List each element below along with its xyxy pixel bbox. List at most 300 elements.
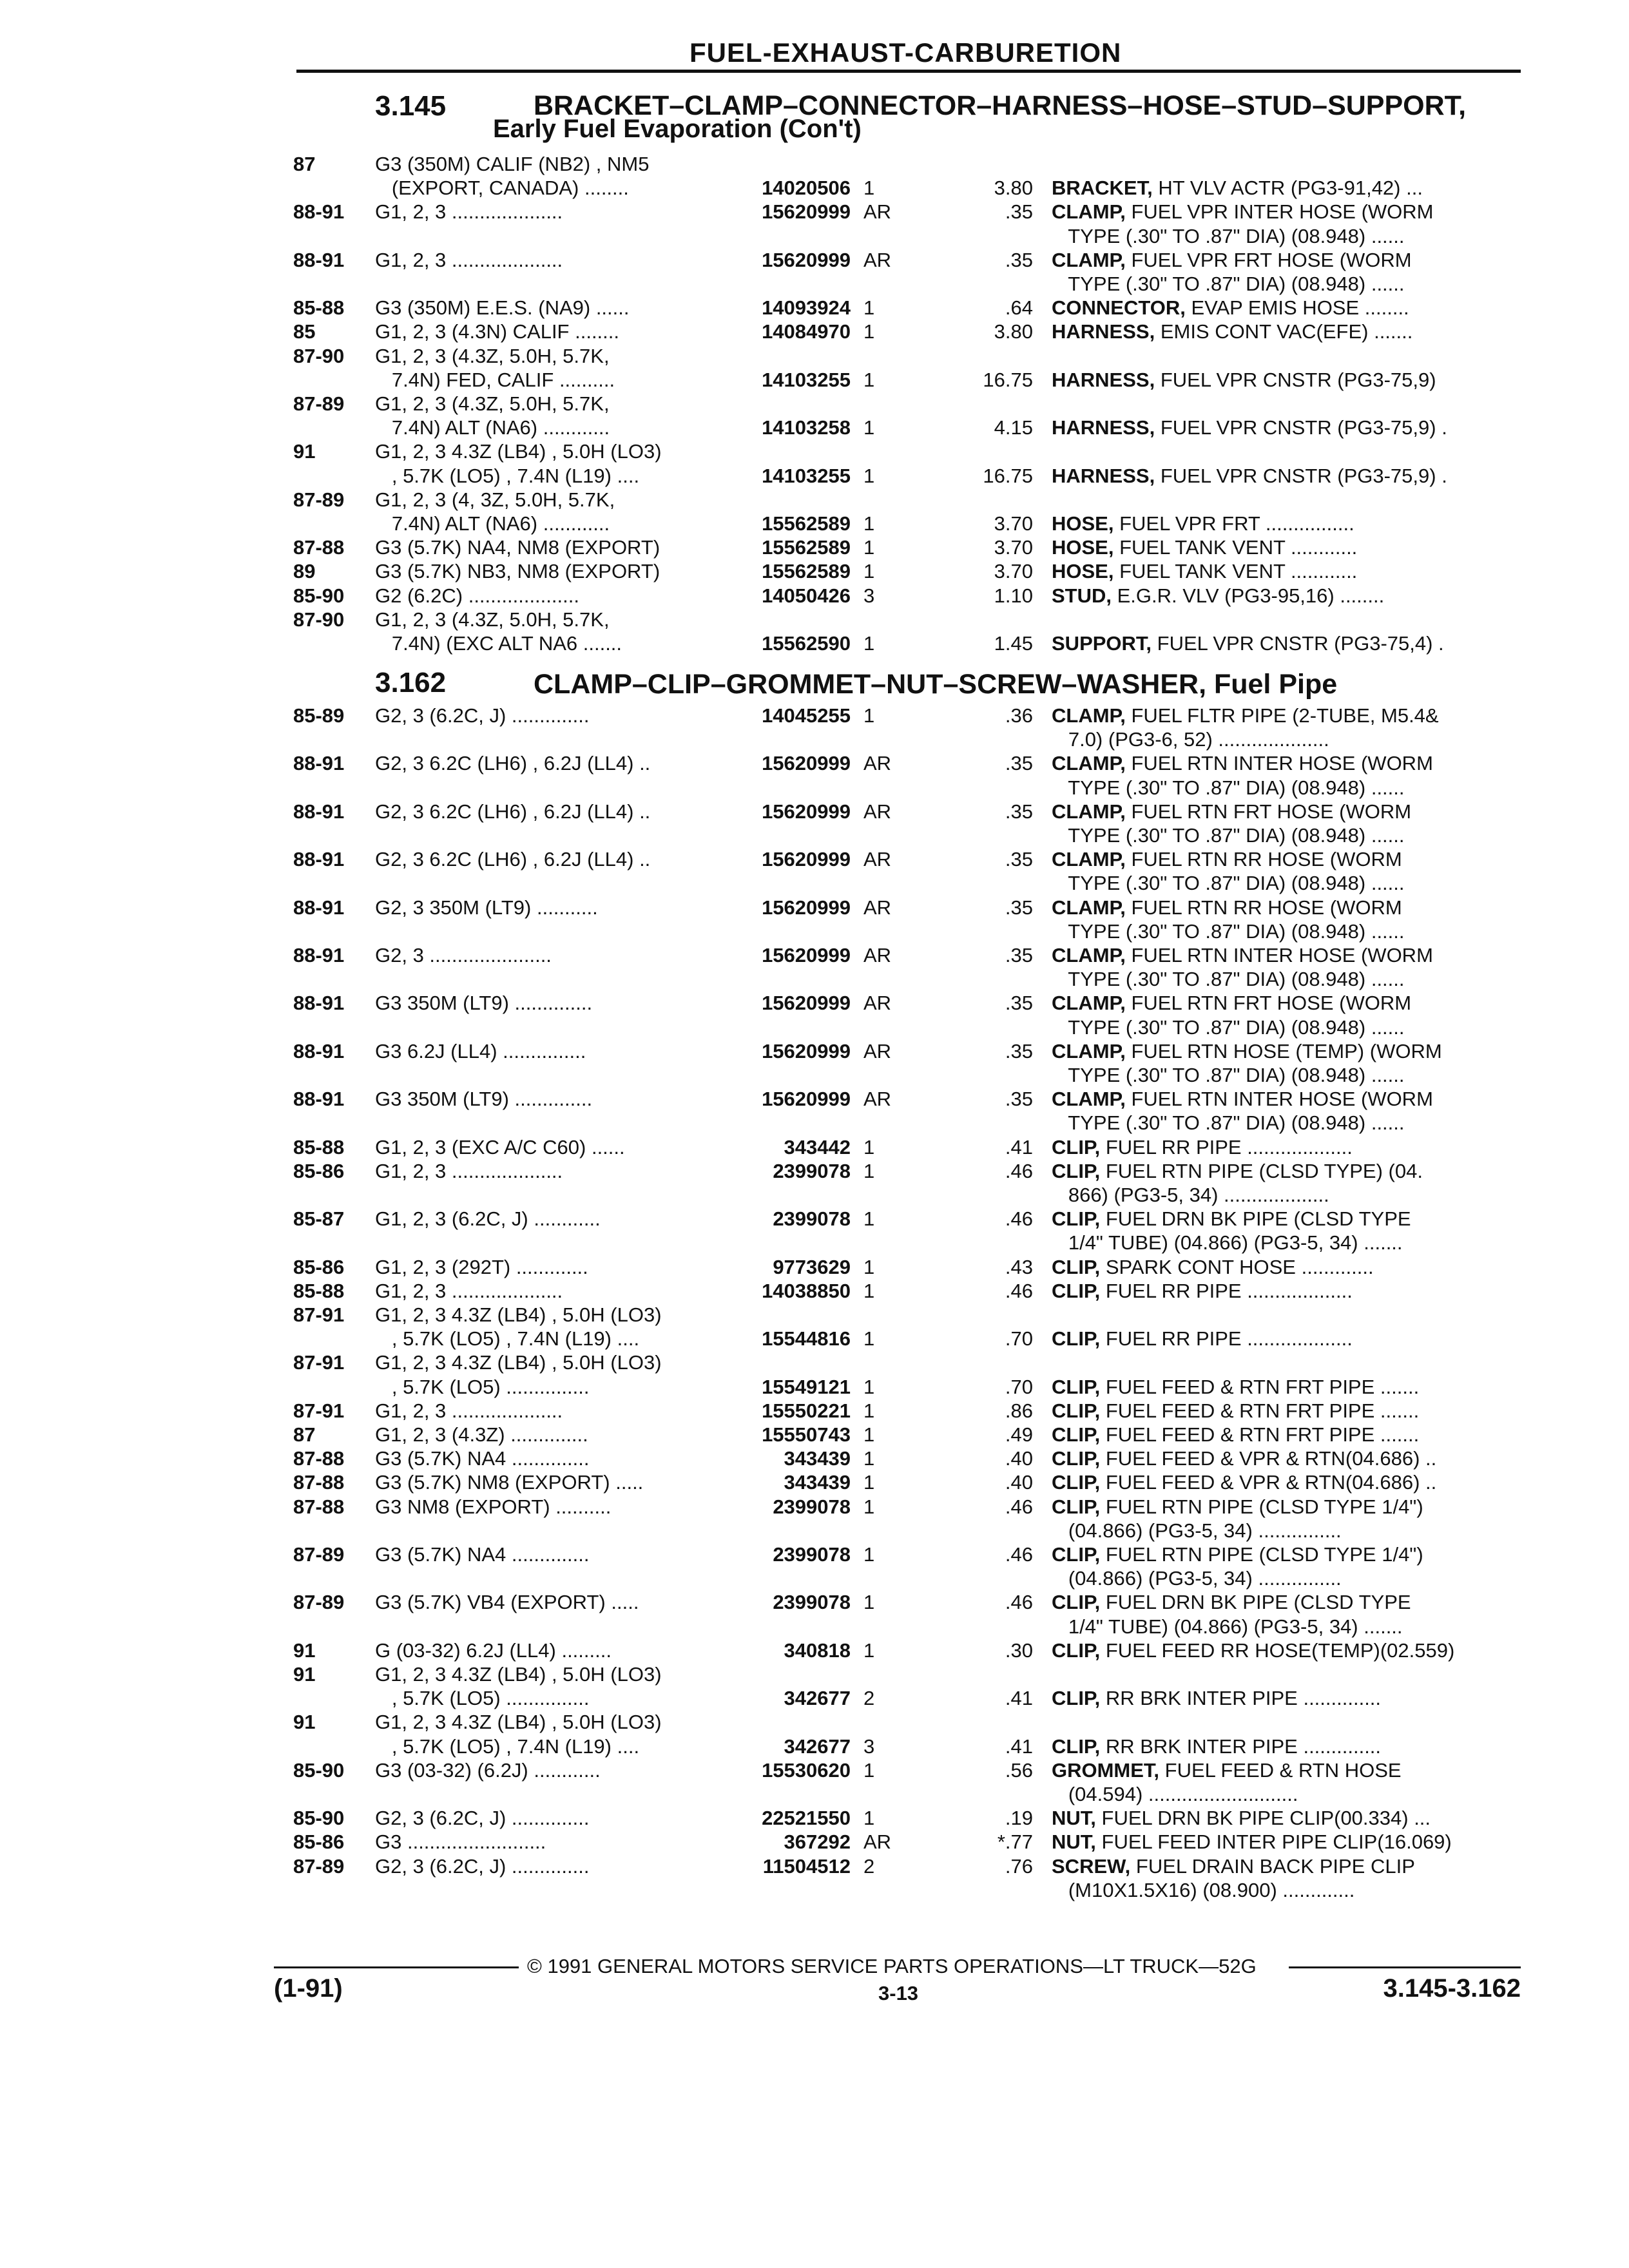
model-year: 87-90	[293, 344, 345, 367]
model-year: 85-90	[293, 584, 345, 607]
part-number: 15620999	[762, 248, 851, 271]
quantity: 1	[863, 1423, 875, 1446]
description	[1052, 177, 1516, 200]
footer-section-range: 3.145-3.162	[1383, 1974, 1521, 2003]
description	[1052, 296, 1516, 320]
part-number: 340818	[784, 1639, 851, 1662]
description	[1052, 512, 1516, 535]
description	[1052, 1831, 1516, 1854]
part-detail: FUEL RTN FRT HOSE (WORM	[1125, 800, 1412, 823]
model-year: 85-88	[293, 296, 345, 320]
part-name: SCREW,	[1052, 1854, 1131, 1878]
part-name: CLAMP,	[1052, 800, 1126, 823]
model-year: 87-91	[293, 1303, 345, 1326]
model-year: 85-86	[293, 1159, 345, 1182]
part-detail: FUEL FEED & VPR & RTN(04.686) ..	[1100, 1471, 1437, 1494]
application: G1, 2, 3 ....................	[375, 200, 563, 224]
application: G3 NM8 (EXPORT) ..........	[375, 1495, 612, 1518]
part-number: 15620999	[762, 848, 851, 871]
description	[1052, 1759, 1516, 1782]
part-number: 14050426	[762, 584, 851, 607]
part-name: CLIP,	[1052, 1423, 1101, 1446]
model-year: 87	[293, 1423, 316, 1446]
description	[1052, 1495, 1516, 1519]
quantity: 1	[863, 1399, 875, 1422]
part-number: 11504512	[762, 1854, 851, 1878]
part-detail: FUEL RR PIPE ...................	[1100, 1279, 1353, 1302]
application: G2, 3 (6.2C, J) ..............	[375, 1807, 590, 1830]
part-name: HOSE,	[1052, 536, 1114, 559]
description	[1052, 1687, 1516, 1710]
description	[1052, 776, 1516, 800]
price: .56	[1005, 1758, 1033, 1782]
application: (EXPORT, CANADA) ........	[375, 177, 629, 200]
description	[1052, 1111, 1516, 1135]
header-rule	[296, 70, 1521, 73]
model-year: 88-91	[293, 848, 345, 871]
model-year: 88-91	[293, 992, 345, 1015]
quantity: 1	[863, 1591, 875, 1614]
part-name: HARNESS,	[1052, 320, 1155, 343]
quantity: 1	[863, 1327, 875, 1350]
part-name: CLAMP,	[1052, 752, 1126, 775]
quantity: AR	[863, 944, 892, 966]
model-year: 85-87	[293, 1207, 345, 1231]
part-number: 15620999	[762, 200, 851, 224]
model-year: 87-91	[293, 1351, 345, 1374]
price: .35	[1005, 992, 1033, 1015]
quantity: 3	[863, 1735, 875, 1758]
application: G2, 3 ......................	[375, 944, 552, 966]
application: G3 6.2J (LL4) ...............	[375, 1039, 586, 1062]
part-detail: FUEL FEED & RTN HOSE	[1159, 1758, 1402, 1782]
part-detail: 1/4" TUBE) (04.866) (PG3-5, 34) .......	[1052, 1615, 1403, 1638]
model-year: 87-89	[293, 1543, 345, 1566]
part-name: CONNECTOR,	[1052, 296, 1186, 320]
description	[1052, 1088, 1516, 1111]
description	[1052, 1591, 1516, 1614]
part-number: 2399078	[773, 1159, 851, 1182]
application: G1, 2, 3 (4.3Z, 5.0H, 5.7K,	[375, 392, 610, 415]
part-detail: EVAP EMIS HOSE ........	[1185, 296, 1409, 320]
model-year: 87-89	[293, 1591, 345, 1614]
part-name: CLAMP,	[1052, 896, 1126, 919]
description	[1052, 369, 1516, 392]
part-name: CLAMP,	[1052, 200, 1126, 224]
part-number: 14020506	[762, 177, 851, 200]
description	[1052, 920, 1516, 943]
model-year: 87	[293, 153, 316, 175]
application: G2, 3 (6.2C, J) ..............	[375, 1854, 590, 1878]
part-detail: FUEL FEED & RTN FRT PIPE .......	[1100, 1375, 1420, 1398]
price: .35	[1005, 200, 1033, 224]
part-number: 14084970	[762, 320, 851, 343]
part-detail: FUEL RTN FRT HOSE (WORM	[1125, 992, 1412, 1015]
application: G3 (5.7K) NA4 ..............	[375, 1543, 590, 1566]
part-number: 14103258	[762, 416, 851, 439]
description	[1052, 1615, 1516, 1639]
description	[1052, 1016, 1516, 1039]
model-year: 88-91	[293, 800, 345, 823]
description	[1052, 1399, 1516, 1423]
application: G1, 2, 3 4.3Z (LB4) , 5.0H (LO3)	[375, 1663, 662, 1686]
description	[1052, 1207, 1516, 1231]
price: .35	[1005, 1088, 1033, 1111]
footer-left-rule	[274, 1966, 519, 1968]
application: G2, 3 6.2C (LH6) , 6.2J (LL4) ..	[375, 752, 651, 775]
part-detail: 1/4" TUBE) (04.866) (PG3-5, 34) .......	[1052, 1231, 1403, 1254]
price: .41	[1005, 1735, 1033, 1758]
part-detail: FUEL VPR INTER HOSE (WORM	[1125, 200, 1434, 224]
part-detail: FUEL RTN PIPE (CLSD TYPE 1/4")	[1100, 1495, 1423, 1518]
part-name: CLAMP,	[1052, 848, 1126, 871]
description	[1052, 1735, 1516, 1758]
price: 3.70	[994, 560, 1033, 583]
application: G2 (6.2C) ....................	[375, 584, 579, 607]
model-year: 87-91	[293, 1399, 345, 1422]
quantity: 1	[863, 1255, 875, 1278]
price: .40	[1005, 1471, 1033, 1494]
price: .41	[1005, 1687, 1033, 1710]
part-number: 15562589	[762, 512, 851, 535]
part-detail: TYPE (.30" TO .87" DIA) (08.948) ......	[1052, 872, 1405, 895]
part-number: 342677	[784, 1735, 851, 1758]
application: 7.4N) ALT (NA6) ............	[375, 512, 610, 535]
quantity: 1	[863, 560, 875, 583]
part-name: NUT,	[1052, 1831, 1096, 1854]
part-detail: FUEL VPR CNSTR (PG3-75,9) .	[1155, 416, 1447, 439]
part-detail: FUEL VPR CNSTR (PG3-75,9) .	[1155, 464, 1447, 487]
part-detail: (04.866) (PG3-5, 34) ...............	[1052, 1567, 1342, 1590]
part-number: 15530620	[762, 1758, 851, 1782]
part-number: 2399078	[773, 1207, 851, 1231]
price: 3.80	[994, 320, 1033, 343]
application: G2, 3 350M (LT9) ...........	[375, 896, 598, 919]
part-detail: RR BRK INTER PIPE ..............	[1100, 1735, 1382, 1758]
part-number: 15562589	[762, 560, 851, 583]
part-name: HARNESS,	[1052, 464, 1155, 487]
application: G1, 2, 3 (4.3Z) ..............	[375, 1423, 588, 1446]
application: 7.4N) (EXC ALT NA6 .......	[375, 632, 622, 655]
price: .46	[1005, 1159, 1033, 1182]
part-name: CLIP,	[1052, 1735, 1101, 1758]
part-detail: E.G.R. VLV (PG3-95,16) ........	[1112, 584, 1385, 607]
quantity: 3	[863, 584, 875, 607]
model-year: 87-89	[293, 488, 345, 511]
part-name: CLAMP,	[1052, 992, 1126, 1015]
model-year: 85-86	[293, 1255, 345, 1278]
application: 7.4N) FED, CALIF ..........	[375, 368, 615, 391]
part-detail: FUEL RTN HOSE (TEMP) (WORM	[1125, 1039, 1442, 1062]
part-name: CLIP,	[1052, 1447, 1101, 1470]
price: .46	[1005, 1207, 1033, 1231]
application: G1, 2, 3 (6.2C, J) ............	[375, 1207, 601, 1231]
description	[1052, 848, 1516, 871]
model-year: 88-91	[293, 248, 345, 271]
part-name: CLIP,	[1052, 1135, 1101, 1158]
part-detail: TYPE (.30" TO .87" DIA) (08.948) ......	[1052, 1015, 1405, 1039]
model-year: 87-88	[293, 1495, 345, 1518]
part-detail: RR BRK INTER PIPE ..............	[1100, 1687, 1382, 1710]
part-detail: HT VLV ACTR (PG3-91,42) ...	[1152, 177, 1423, 200]
part-detail: FUEL DRN BK PIPE (CLSD TYPE	[1100, 1207, 1411, 1231]
application: G1, 2, 3 ....................	[375, 1399, 563, 1422]
section-subtitle: Early Fuel Evaporation (Con't)	[493, 115, 862, 143]
model-year: 85	[293, 320, 316, 343]
model-year: 85-90	[293, 1758, 345, 1782]
price: .36	[1005, 704, 1033, 727]
part-name: CLIP,	[1052, 1327, 1101, 1350]
quantity: 1	[863, 1279, 875, 1302]
description	[1052, 1543, 1516, 1566]
part-number: 15620999	[762, 1088, 851, 1111]
application: G3 (5.7K) NA4 ..............	[375, 1447, 590, 1470]
model-year: 88-91	[293, 944, 345, 966]
part-number: 343442	[784, 1135, 851, 1158]
part-detail: FUEL VPR FRT ................	[1113, 512, 1354, 535]
part-name: BRACKET,	[1052, 177, 1153, 200]
application: , 5.7K (LO5) ...............	[375, 1375, 590, 1398]
part-detail: TYPE (.30" TO .87" DIA) (08.948) ......	[1052, 968, 1405, 991]
part-name: CLIP,	[1052, 1207, 1101, 1231]
description	[1052, 728, 1516, 751]
part-number: 15620999	[762, 800, 851, 823]
application: G1, 2, 3 4.3Z (LB4) , 5.0H (LO3)	[375, 1303, 662, 1326]
part-name: CLAMP,	[1052, 944, 1126, 966]
part-name: CLIP,	[1052, 1687, 1101, 1710]
quantity: AR	[863, 1039, 892, 1062]
application: G3 (5.7K) NB3, NM8 (EXPORT)	[375, 560, 660, 583]
description	[1052, 1184, 1516, 1207]
part-number: 15620999	[762, 992, 851, 1015]
price: .43	[1005, 1255, 1033, 1278]
description	[1052, 560, 1516, 583]
part-name: CLAMP,	[1052, 1088, 1126, 1111]
section-number: 3.162	[375, 667, 447, 698]
quantity: 1	[863, 177, 875, 200]
part-name: NUT,	[1052, 1807, 1096, 1830]
application: G3 (5.7K) NM8 (EXPORT) .....	[375, 1471, 644, 1494]
quantity: 1	[863, 1495, 875, 1518]
description	[1052, 872, 1516, 895]
model-year: 87-90	[293, 608, 345, 631]
description	[1052, 1471, 1516, 1494]
application: 7.4N) ALT (NA6) ............	[375, 416, 610, 439]
price: .19	[1005, 1807, 1033, 1830]
description	[1052, 824, 1516, 847]
application: G3 .........................	[375, 1831, 546, 1854]
part-detail: TYPE (.30" TO .87" DIA) (08.948) ......	[1052, 273, 1405, 295]
part-detail: 7.0) (PG3-6, 52) ....................	[1052, 728, 1329, 751]
part-detail: FUEL DRAIN BACK PIPE CLIP	[1130, 1854, 1415, 1878]
price: .35	[1005, 752, 1033, 775]
description	[1052, 800, 1516, 823]
price: 3.80	[994, 177, 1033, 200]
part-number: 15620999	[762, 1039, 851, 1062]
description	[1052, 1376, 1516, 1399]
description	[1052, 968, 1516, 991]
price: .35	[1005, 848, 1033, 871]
price: 1.10	[994, 584, 1033, 607]
part-number: 15620999	[762, 896, 851, 919]
description	[1052, 1783, 1516, 1806]
application: G1, 2, 3 ....................	[375, 1279, 563, 1302]
part-number: 2399078	[773, 1591, 851, 1614]
part-number: 14038850	[762, 1279, 851, 1302]
price: 16.75	[983, 464, 1033, 487]
application: G3 (350M) E.E.S. (NA9) ......	[375, 296, 630, 320]
model-year: 91	[293, 1639, 316, 1662]
quantity: AR	[863, 1088, 892, 1111]
description	[1052, 1855, 1516, 1878]
part-number: 2399078	[773, 1543, 851, 1566]
price: 4.15	[994, 416, 1033, 439]
part-name: CLIP,	[1052, 1159, 1101, 1182]
part-detail: (04.594) ...........................	[1052, 1783, 1298, 1805]
application: G1, 2, 3 ....................	[375, 1159, 563, 1182]
quantity: 1	[863, 1471, 875, 1494]
part-name: HOSE,	[1052, 512, 1114, 535]
quantity: 2	[863, 1687, 875, 1710]
quantity: 1	[863, 632, 875, 655]
price: 3.70	[994, 512, 1033, 535]
description	[1052, 1639, 1516, 1662]
description	[1052, 465, 1516, 488]
part-detail: TYPE (.30" TO .87" DIA) (08.948) ......	[1052, 824, 1405, 847]
application: G1, 2, 3 ....................	[375, 248, 563, 271]
section-title: CLAMP–CLIP–GROMMET–NUT–SCREW–WASHER, Fuel Pipe	[534, 669, 1338, 700]
part-detail: EMIS CONT VAC(EFE) .......	[1155, 320, 1413, 343]
description	[1052, 896, 1516, 919]
part-detail: SPARK CONT HOSE .............	[1100, 1255, 1374, 1278]
part-detail: FUEL RTN INTER HOSE (WORM	[1125, 752, 1433, 775]
part-number: 14045255	[762, 704, 851, 727]
model-year: 85-88	[293, 1135, 345, 1158]
quantity: AR	[863, 752, 892, 775]
price: 3.70	[994, 536, 1033, 559]
part-detail: FUEL FEED RR HOSE(TEMP)(02.559)	[1100, 1639, 1455, 1662]
application: G1, 2, 3 (4.3Z, 5.0H, 5.7K,	[375, 608, 610, 631]
application: , 5.7K (LO5) ...............	[375, 1687, 590, 1710]
description	[1052, 992, 1516, 1015]
part-detail: FUEL RTN PIPE (CLSD TYPE 1/4")	[1100, 1543, 1423, 1566]
application: G (03-32) 6.2J (LL4) .........	[375, 1639, 612, 1662]
quantity: 1	[863, 464, 875, 487]
price: .46	[1005, 1279, 1033, 1302]
quantity: 1	[863, 1207, 875, 1231]
part-name: HARNESS,	[1052, 416, 1155, 439]
description	[1052, 584, 1516, 608]
part-number: 14103255	[762, 464, 851, 487]
part-detail: FUEL FEED INTER PIPE CLIP(16.069)	[1095, 1831, 1452, 1854]
model-year: 87-88	[293, 1447, 345, 1470]
application: G3 350M (LT9) ..............	[375, 992, 593, 1015]
model-year: 85-88	[293, 1279, 345, 1302]
description	[1052, 1567, 1516, 1590]
part-detail: FUEL DRN BK PIPE CLIP(00.334) ...	[1095, 1807, 1431, 1830]
part-detail: FUEL VPR CNSTR (PG3-75,9)	[1155, 368, 1436, 391]
quantity: 1	[863, 1159, 875, 1182]
price: .49	[1005, 1423, 1033, 1446]
description	[1052, 1040, 1516, 1063]
description	[1052, 704, 1516, 727]
price: .46	[1005, 1543, 1033, 1566]
part-detail: FUEL FEED & RTN FRT PIPE .......	[1100, 1399, 1420, 1422]
part-name: HARNESS,	[1052, 368, 1155, 391]
part-number: 342677	[784, 1687, 851, 1710]
description	[1052, 1423, 1516, 1446]
application: G1, 2, 3 4.3Z (LB4) , 5.0H (LO3)	[375, 440, 662, 463]
section-number: 3.145	[375, 90, 447, 122]
quantity: AR	[863, 200, 892, 224]
part-detail: (M10X1.5X16) (08.900) .............	[1052, 1878, 1355, 1901]
price: .76	[1005, 1854, 1033, 1878]
part-detail: 866) (PG3-5, 34) ...................	[1052, 1184, 1329, 1206]
part-number: 343439	[784, 1447, 851, 1470]
application: G1, 2, 3 4.3Z (LB4) , 5.0H (LO3)	[375, 1711, 662, 1734]
quantity: 1	[863, 1639, 875, 1662]
part-detail: FUEL RTN RR HOSE (WORM	[1125, 848, 1402, 871]
part-detail: FUEL RR PIPE ...................	[1100, 1135, 1353, 1158]
price: *.77	[997, 1831, 1033, 1854]
application: G3 (03-32) (6.2J) ............	[375, 1758, 601, 1782]
model-year: 91	[293, 1711, 316, 1734]
part-number: 14103255	[762, 368, 851, 391]
quantity: AR	[863, 1831, 892, 1854]
part-detail: TYPE (.30" TO .87" DIA) (08.948) ......	[1052, 224, 1405, 247]
model-year: 88-91	[293, 752, 345, 775]
part-name: CLIP,	[1052, 1375, 1101, 1398]
part-number: 15544816	[762, 1327, 851, 1350]
quantity: 1	[863, 296, 875, 320]
part-detail: FUEL RTN RR HOSE (WORM	[1125, 896, 1402, 919]
part-number: 15550743	[762, 1423, 851, 1446]
description	[1052, 1136, 1516, 1159]
page-header-title: FUEL-EXHAUST-CARBURETION	[689, 37, 1122, 68]
model-year: 88-91	[293, 1088, 345, 1111]
model-year: 85-90	[293, 1807, 345, 1830]
quantity: AR	[863, 896, 892, 919]
price: .64	[1005, 296, 1033, 320]
description	[1052, 1807, 1516, 1830]
part-number: 22521550	[762, 1807, 851, 1830]
application: G1, 2, 3 (292T) .............	[375, 1255, 588, 1278]
description	[1052, 200, 1516, 224]
application: G1, 2, 3 (4.3N) CALIF ........	[375, 320, 620, 343]
description	[1052, 1879, 1516, 1902]
part-detail: TYPE (.30" TO .87" DIA) (08.948) ......	[1052, 919, 1405, 943]
application: G3 (5.7K) NA4, NM8 (EXPORT)	[375, 536, 660, 559]
price: .35	[1005, 248, 1033, 271]
part-name: CLIP,	[1052, 1543, 1101, 1566]
price: .46	[1005, 1591, 1033, 1614]
part-number: 2399078	[773, 1495, 851, 1518]
part-detail: FUEL VPR CNSTR (PG3-75,4) .	[1152, 632, 1444, 655]
part-detail: FUEL RTN INTER HOSE (WORM	[1125, 944, 1433, 966]
quantity: 1	[863, 320, 875, 343]
price: .35	[1005, 800, 1033, 823]
model-year: 91	[293, 440, 316, 463]
part-number: 343439	[784, 1471, 851, 1494]
quantity: AR	[863, 848, 892, 871]
quantity: AR	[863, 248, 892, 271]
price: .40	[1005, 1447, 1033, 1470]
footer-page-number: 3-13	[878, 1982, 919, 2004]
description	[1052, 1327, 1516, 1350]
description	[1052, 536, 1516, 559]
part-number: 15562589	[762, 536, 851, 559]
quantity: 1	[863, 1807, 875, 1830]
